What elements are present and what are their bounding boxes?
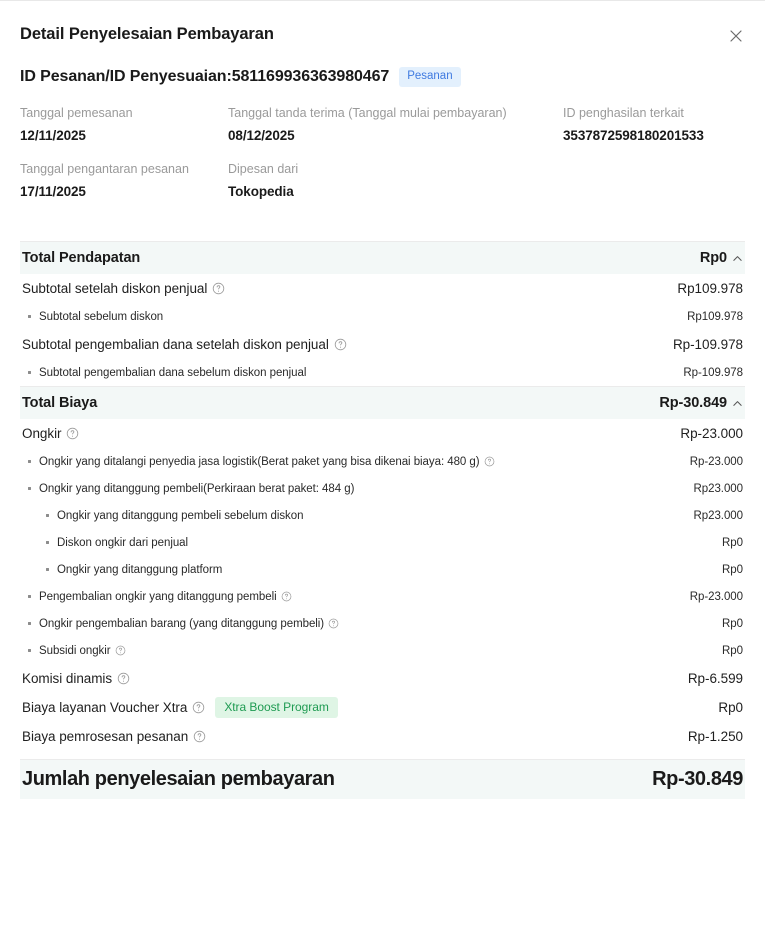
row-label: Subtotal setelah diskon penjual bbox=[22, 280, 208, 296]
section-header-right bbox=[700, 250, 743, 266]
section-header-total-pendapatan[interactable] bbox=[20, 241, 745, 274]
row-label-group bbox=[22, 670, 130, 688]
row-label: Subtotal sebelum diskon bbox=[39, 310, 164, 323]
help-icon[interactable] bbox=[281, 591, 292, 602]
row-amount: Rp0 bbox=[722, 617, 743, 630]
row-amount: Rp-109.978 bbox=[672, 337, 743, 352]
metadata-row bbox=[20, 161, 745, 203]
order-metadata bbox=[0, 87, 765, 203]
status-badge: Pesanan bbox=[399, 67, 460, 87]
settlement-row bbox=[20, 330, 745, 359]
row-label-group bbox=[46, 535, 188, 551]
section-title: Total Biaya bbox=[22, 395, 98, 411]
help-icon[interactable] bbox=[212, 282, 225, 295]
chevron-up-icon[interactable] bbox=[732, 253, 743, 264]
row-amount: Rp23.000 bbox=[693, 509, 743, 522]
settlement-row bbox=[20, 419, 745, 448]
row-label-group bbox=[22, 697, 338, 718]
row-label-group bbox=[22, 336, 347, 354]
settlement-row bbox=[20, 529, 745, 556]
row-label: Biaya layanan Voucher Xtra bbox=[22, 699, 188, 715]
row-amount: Rp0 bbox=[722, 644, 743, 657]
field-label: ID penghasilan terkait bbox=[563, 106, 684, 120]
row-label-group bbox=[22, 280, 225, 298]
section-header-total-biaya[interactable] bbox=[20, 386, 745, 419]
settlement-row bbox=[20, 303, 745, 330]
field-value: 12/11/2025 bbox=[20, 128, 86, 143]
row-label-group bbox=[46, 562, 222, 578]
settlement-sections bbox=[0, 217, 765, 751]
row-label-group bbox=[28, 454, 495, 470]
row-label: Ongkir yang ditanggung pembeli(Perkiraan berat paket: 484 g) bbox=[39, 482, 355, 495]
field-label: Dipesan dari bbox=[228, 162, 299, 176]
program-badge: Xtra Boost Program bbox=[215, 697, 337, 718]
field-value: 17/11/2025 bbox=[20, 184, 86, 199]
field-value: Tokopedia bbox=[228, 184, 294, 199]
metadata-field-delivery-date bbox=[20, 161, 228, 203]
bullet-icon bbox=[46, 541, 49, 544]
help-icon[interactable] bbox=[193, 730, 206, 743]
metadata-field-order-date bbox=[20, 105, 228, 147]
row-label-group bbox=[28, 365, 306, 381]
row-amount: Rp-23.000 bbox=[680, 426, 743, 441]
bullet-icon bbox=[28, 649, 31, 652]
field-label: Tanggal tanda terima (Tanggal mulai pembayaran) bbox=[228, 106, 507, 120]
row-amount: Rp0 bbox=[722, 563, 743, 576]
section-title: Total Pendapatan bbox=[22, 250, 141, 266]
row-label-group bbox=[28, 643, 126, 659]
metadata-field-income-id bbox=[563, 105, 745, 147]
row-label: Ongkir bbox=[22, 425, 62, 441]
row-amount: Rp-23.000 bbox=[689, 590, 743, 603]
row-label: Biaya pemrosesan pesanan bbox=[22, 728, 189, 744]
row-label: Subtotal pengembalian dana setelah diskon penjual bbox=[22, 336, 329, 352]
row-amount: Rp23.000 bbox=[693, 482, 743, 495]
bullet-icon bbox=[46, 568, 49, 571]
row-amount: Rp-1.250 bbox=[687, 729, 743, 744]
metadata-row bbox=[20, 105, 745, 147]
row-label: Ongkir pengembalian barang (yang ditanggung pembeli) bbox=[39, 617, 325, 630]
row-amount: Rp0 bbox=[718, 700, 743, 715]
row-label-group bbox=[46, 508, 303, 524]
bullet-icon bbox=[28, 315, 31, 318]
section-amount: Rp0 bbox=[699, 250, 727, 266]
settlement-row bbox=[20, 556, 745, 583]
field-value: 3537872598180201533 bbox=[563, 128, 704, 143]
settlement-row bbox=[20, 274, 745, 303]
row-label-group bbox=[28, 589, 292, 605]
settlement-row bbox=[20, 722, 745, 751]
row-label: Pengembalian ongkir yang ditanggung pembeli bbox=[39, 590, 277, 603]
metadata-field-receipt-date bbox=[228, 105, 563, 147]
metadata-field-ordered-from bbox=[228, 161, 563, 203]
row-amount: Rp-109.978 bbox=[683, 366, 743, 379]
grand-total-label: Jumlah penyelesaian pembayaran bbox=[22, 768, 335, 790]
help-icon[interactable] bbox=[334, 338, 347, 351]
field-label: Tanggal pengantaran pesanan bbox=[20, 162, 189, 176]
row-label: Subsidi ongkir bbox=[39, 644, 111, 657]
row-amount: Rp0 bbox=[722, 536, 743, 549]
row-label-group bbox=[22, 728, 206, 746]
settlement-row bbox=[20, 502, 745, 529]
bullet-icon bbox=[28, 487, 31, 490]
modal-header bbox=[0, 1, 765, 45]
page-title: Detail Penyelesaian Pembayaran bbox=[20, 25, 274, 43]
settlement-row bbox=[20, 475, 745, 502]
settlement-row bbox=[20, 583, 745, 610]
help-icon[interactable] bbox=[192, 701, 205, 714]
row-label: Ongkir yang ditalangi penyedia jasa logistik(Berat paket yang bisa dikenai biaya: 480 g) bbox=[39, 455, 480, 468]
row-label-group bbox=[28, 481, 354, 497]
row-label: Komisi dinamis bbox=[22, 670, 113, 686]
order-id-row bbox=[0, 45, 765, 87]
field-value: 08/12/2025 bbox=[228, 128, 295, 143]
row-amount: Rp-23.000 bbox=[689, 455, 743, 468]
settlement-row bbox=[20, 637, 745, 664]
bullet-icon bbox=[28, 460, 31, 463]
row-label: Diskon ongkir dari penjual bbox=[57, 536, 189, 549]
field-label: Tanggal pemesanan bbox=[20, 106, 133, 120]
bullet-icon bbox=[46, 514, 49, 517]
row-amount: Rp-6.599 bbox=[687, 671, 743, 686]
row-amount: Rp109.978 bbox=[687, 310, 743, 323]
chevron-up-icon[interactable] bbox=[732, 398, 743, 409]
row-label: Ongkir yang ditanggung pembeli sebelum diskon bbox=[57, 509, 304, 522]
help-icon[interactable] bbox=[484, 456, 495, 467]
row-label-group bbox=[28, 309, 163, 325]
help-icon[interactable] bbox=[66, 427, 79, 440]
row-label-group bbox=[28, 616, 339, 632]
row-label: Subtotal pengembalian dana sebelum diskon penjual bbox=[39, 366, 307, 379]
settlement-row bbox=[20, 448, 745, 475]
settlement-row bbox=[20, 610, 745, 637]
settlement-row bbox=[20, 693, 745, 722]
row-amount: Rp109.978 bbox=[677, 281, 743, 296]
bullet-icon bbox=[28, 622, 31, 625]
grand-total-row bbox=[20, 759, 745, 799]
close-icon[interactable] bbox=[725, 25, 747, 47]
help-icon[interactable] bbox=[328, 618, 339, 629]
row-label-group bbox=[22, 425, 79, 443]
section-header-right bbox=[659, 395, 743, 411]
order-id-label: ID Pesanan/ID Penyesuaian:581169936363980467 bbox=[20, 68, 390, 85]
settlement-row bbox=[20, 359, 745, 386]
bullet-icon bbox=[28, 595, 31, 598]
settlement-row bbox=[20, 664, 745, 693]
help-icon[interactable] bbox=[115, 645, 126, 656]
help-icon[interactable] bbox=[117, 672, 130, 685]
row-label: Ongkir yang ditanggung platform bbox=[57, 563, 223, 576]
grand-total-amount: Rp-30.849 bbox=[652, 768, 743, 790]
bullet-icon bbox=[28, 371, 31, 374]
section-amount: Rp-30.849 bbox=[659, 395, 727, 411]
